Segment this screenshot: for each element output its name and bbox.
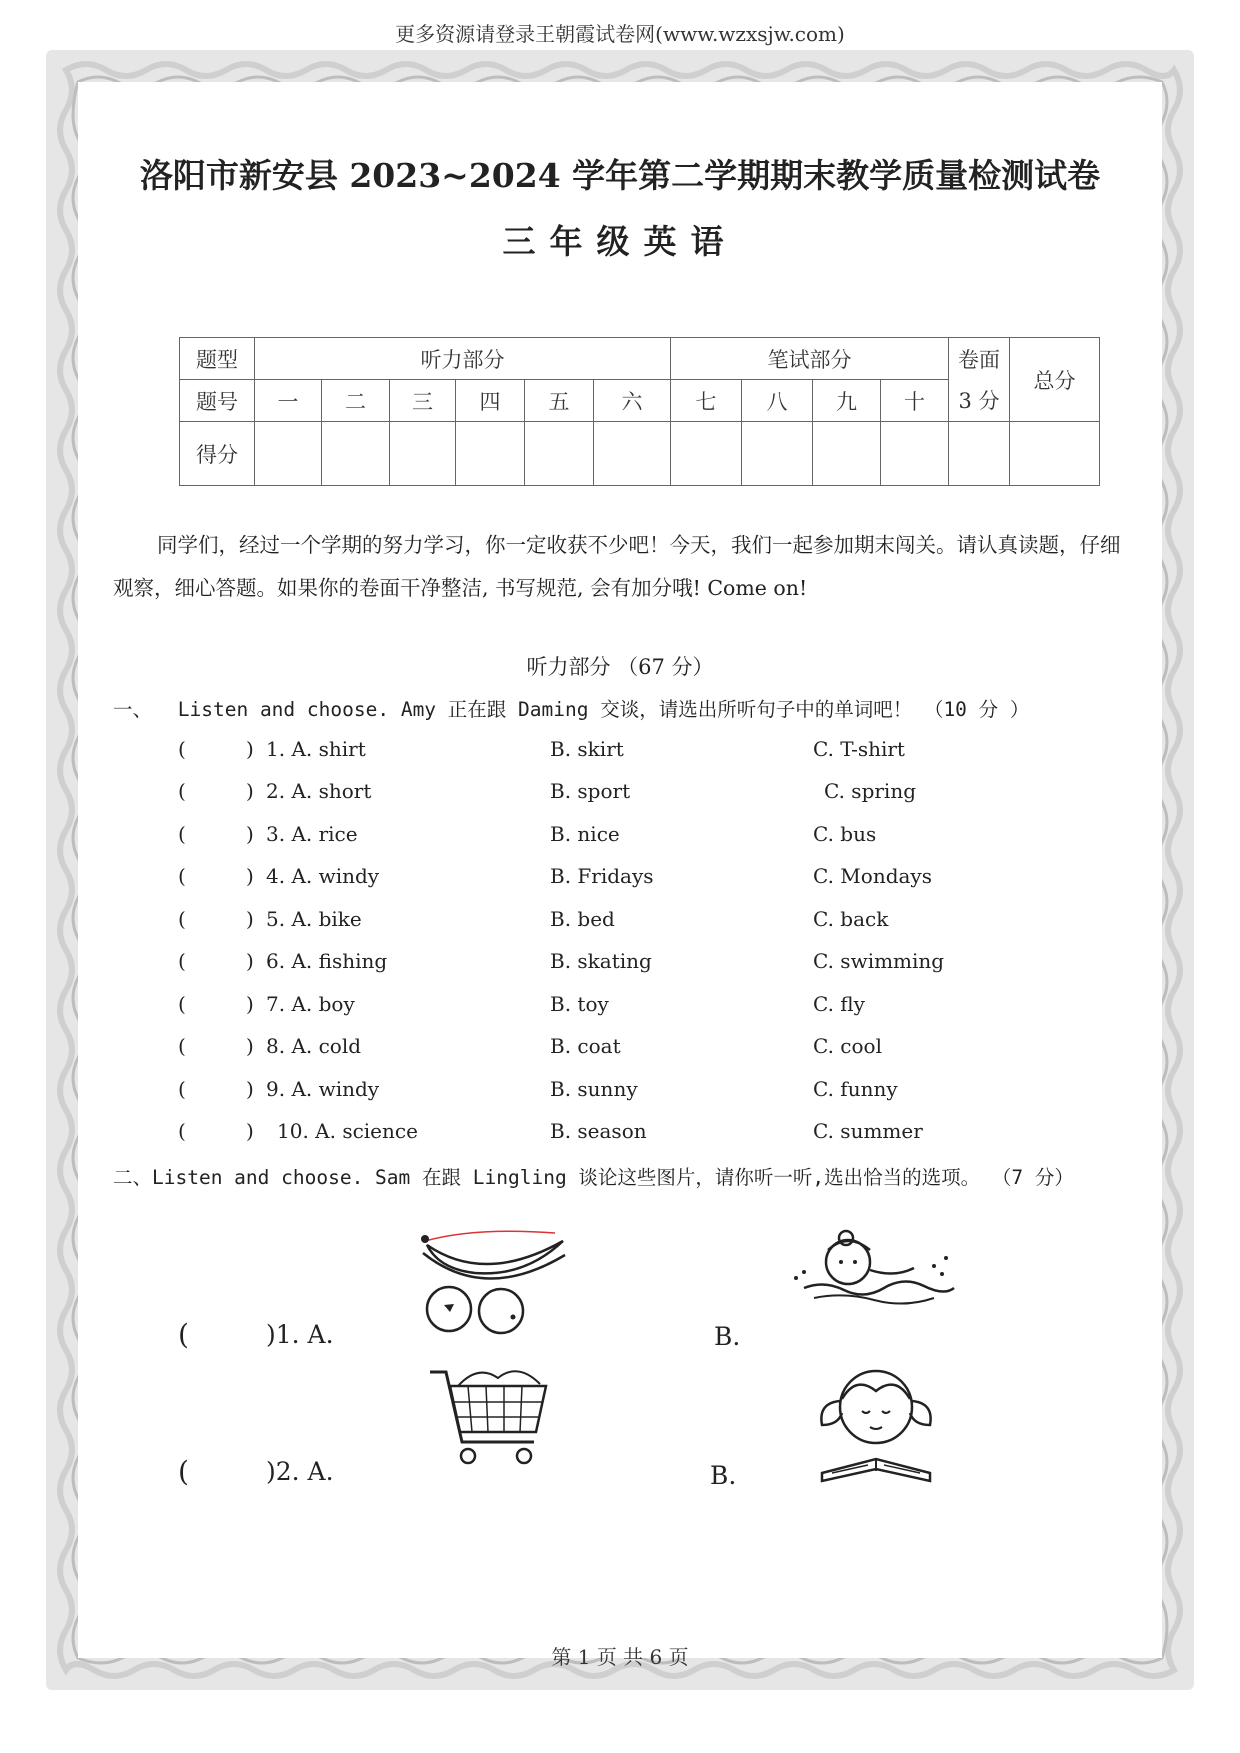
option-b: B. sport bbox=[550, 779, 631, 803]
answer-paren-open[interactable]: ( bbox=[178, 992, 186, 1016]
option-a: 3. A. rice bbox=[266, 822, 358, 846]
option-a: 2. A. short bbox=[266, 779, 372, 803]
question-number-cell: 十 bbox=[881, 380, 949, 422]
listening-section-heading: 听力部分 （67 分） bbox=[526, 655, 714, 679]
girl-swimming-icon bbox=[784, 1228, 959, 1306]
option-b: B. bed bbox=[550, 907, 615, 931]
option-c: C. bus bbox=[813, 822, 877, 846]
option-c: C. swimming bbox=[813, 949, 945, 973]
answer-paren-open[interactable]: ( bbox=[178, 1119, 186, 1143]
q1-item bbox=[0, 992, 1240, 1032]
question-number-cell: 四 bbox=[456, 380, 525, 422]
question-number-cell: 二 bbox=[322, 380, 390, 422]
page-footer: 第 1 页 共 6 页 bbox=[551, 1645, 689, 1669]
option-c: C. fly bbox=[813, 992, 865, 1016]
option-a: 7. A. boy bbox=[266, 992, 355, 1016]
option-c: C. spring bbox=[824, 779, 917, 803]
q1-item bbox=[0, 949, 1240, 989]
shopping-cart-icon bbox=[428, 1362, 554, 1472]
fruit-bananas-oranges-icon bbox=[415, 1225, 575, 1337]
option-c: C. back bbox=[813, 907, 889, 931]
answer-paren-close: ) bbox=[246, 779, 254, 803]
question-1-number: 一、 bbox=[113, 698, 153, 721]
answer-paren-open[interactable]: ( bbox=[178, 737, 186, 761]
answer-paren-close: ) bbox=[246, 949, 254, 973]
score-table bbox=[179, 337, 1100, 486]
answer-paren-close: ) bbox=[246, 1034, 254, 1058]
option-c: C. funny bbox=[813, 1077, 898, 1101]
option-c: C. cool bbox=[813, 1034, 882, 1058]
answer-paren-close: ) bbox=[246, 1119, 254, 1143]
q1-item bbox=[0, 1119, 1240, 1159]
score-label-cell: 得分 bbox=[180, 422, 255, 486]
question-1-title bbox=[113, 694, 1113, 722]
score-entry-cell[interactable] bbox=[742, 422, 813, 486]
score-entry-cell[interactable] bbox=[594, 422, 671, 486]
writing-header-cell: 笔试部分 bbox=[671, 338, 949, 380]
answer-paren-open[interactable]: ( bbox=[178, 822, 186, 846]
q1-item bbox=[0, 1034, 1240, 1074]
answer-paren-close: ) bbox=[246, 1077, 254, 1101]
score-entry-cell[interactable] bbox=[322, 422, 390, 486]
option-c: C. T-shirt bbox=[813, 737, 905, 761]
score-entry-cell[interactable] bbox=[525, 422, 594, 486]
option-b: B. skating bbox=[550, 949, 652, 973]
question-1-text: Listen and choose. Amy 正在跟 Daming 交谈，请选出所听句子中的单词吧！ （10 分 ） bbox=[177, 698, 1030, 721]
option-b: B. Fridays bbox=[550, 864, 654, 888]
question-number-cell: 六 bbox=[594, 380, 671, 422]
option-b: B. sunny bbox=[550, 1077, 638, 1101]
score-entry-cell[interactable] bbox=[671, 422, 742, 486]
question-number-cell: 五 bbox=[525, 380, 594, 422]
q1-item bbox=[0, 864, 1240, 904]
q2-answer-paren-open[interactable]: ( bbox=[178, 1455, 189, 1488]
answer-paren-open[interactable]: ( bbox=[178, 1077, 186, 1101]
answer-paren-close: ) bbox=[246, 737, 254, 761]
question-number-cell: 八 bbox=[742, 380, 813, 422]
question-number-cell: 七 bbox=[671, 380, 742, 422]
answer-paren-open[interactable]: ( bbox=[178, 864, 186, 888]
num-label-cell: 题号 bbox=[180, 380, 255, 422]
exam-title: 洛阳市新安县 2023~2024 学年第二学期期末教学质量检测试卷 bbox=[139, 156, 1101, 195]
q1-item bbox=[0, 1077, 1240, 1117]
total-header-cell: 总分 bbox=[1010, 338, 1100, 422]
option-a: 9. A. windy bbox=[266, 1077, 380, 1101]
score-entry-cell[interactable] bbox=[255, 422, 322, 486]
q1-item bbox=[0, 822, 1240, 862]
option-a: 5. A. bike bbox=[266, 907, 362, 931]
q2-item-label: )2. A. bbox=[266, 1457, 334, 1486]
score-entry-cell[interactable] bbox=[813, 422, 881, 486]
question-number-cell: 三 bbox=[390, 380, 456, 422]
exam-subtitle: 三年级英语 bbox=[502, 222, 738, 261]
score-entry-cell[interactable] bbox=[881, 422, 949, 486]
option-b: B. coat bbox=[550, 1034, 621, 1058]
option-b: B. nice bbox=[550, 822, 620, 846]
listening-header-cell: 听力部分 bbox=[255, 338, 671, 380]
score-entry-cell[interactable] bbox=[456, 422, 525, 486]
option-a: 4. A. windy bbox=[266, 864, 380, 888]
question-number-cell: 九 bbox=[813, 380, 881, 422]
option-a: 6. A. fishing bbox=[266, 949, 388, 973]
score-entry-cell[interactable] bbox=[390, 422, 456, 486]
answer-paren-close: ) bbox=[246, 907, 254, 931]
q2-item-label: )1. A. bbox=[266, 1320, 334, 1349]
option-b: B. season bbox=[550, 1119, 647, 1143]
q1-item bbox=[0, 779, 1240, 819]
option-a: 8. A. cold bbox=[266, 1034, 362, 1058]
q1-item bbox=[0, 907, 1240, 947]
option-c: C. summer bbox=[813, 1119, 923, 1143]
option-a: 10. A. science bbox=[277, 1119, 418, 1143]
answer-paren-open[interactable]: ( bbox=[178, 779, 186, 803]
girl-reading-book-icon bbox=[808, 1355, 944, 1487]
neatness-score-cell: 3 分 bbox=[949, 380, 1010, 422]
answer-paren-close: ) bbox=[246, 822, 254, 846]
intro-paragraph: 同学们，经过一个学期的努力学习，你一定收获不少吧！今天，我们一起参加期末闯关。请认真读题，仔细观察，细心答题。如果你的卷面干净整洁, 书写规范, 会有加分哦! Come on! bbox=[113, 533, 1121, 600]
q2-option-b-label: B. bbox=[714, 1322, 741, 1351]
type-label-cell: 题型 bbox=[180, 338, 255, 380]
answer-paren-open[interactable]: ( bbox=[178, 1034, 186, 1058]
option-c: C. Mondays bbox=[813, 864, 932, 888]
answer-paren-open[interactable]: ( bbox=[178, 949, 186, 973]
answer-paren-open[interactable]: ( bbox=[178, 907, 186, 931]
score-entry-cell[interactable] bbox=[949, 422, 1010, 486]
option-b: B. toy bbox=[550, 992, 609, 1016]
neatness-header-cell: 卷面 bbox=[949, 338, 1010, 380]
option-a: 1. A. shirt bbox=[266, 737, 366, 761]
answer-paren-close: ) bbox=[246, 992, 254, 1016]
answer-paren-close: ) bbox=[246, 864, 254, 888]
site-header: 更多资源请登录王朝霞试卷网(www.wzxsjw.com) bbox=[395, 22, 845, 46]
q2-answer-paren-open[interactable]: ( bbox=[178, 1318, 189, 1351]
option-b: B. skirt bbox=[550, 737, 624, 761]
question-2-title: 二、Listen and choose. Sam 在跟 Lingling 谈论这些图片，请你听一听,选出恰当的选项。 （7 分） bbox=[113, 1166, 1074, 1189]
score-entry-cell[interactable] bbox=[1010, 422, 1100, 486]
q1-item bbox=[0, 737, 1240, 777]
question-number-cell: 一 bbox=[255, 380, 322, 422]
q2-option-b-label: B. bbox=[710, 1461, 737, 1490]
